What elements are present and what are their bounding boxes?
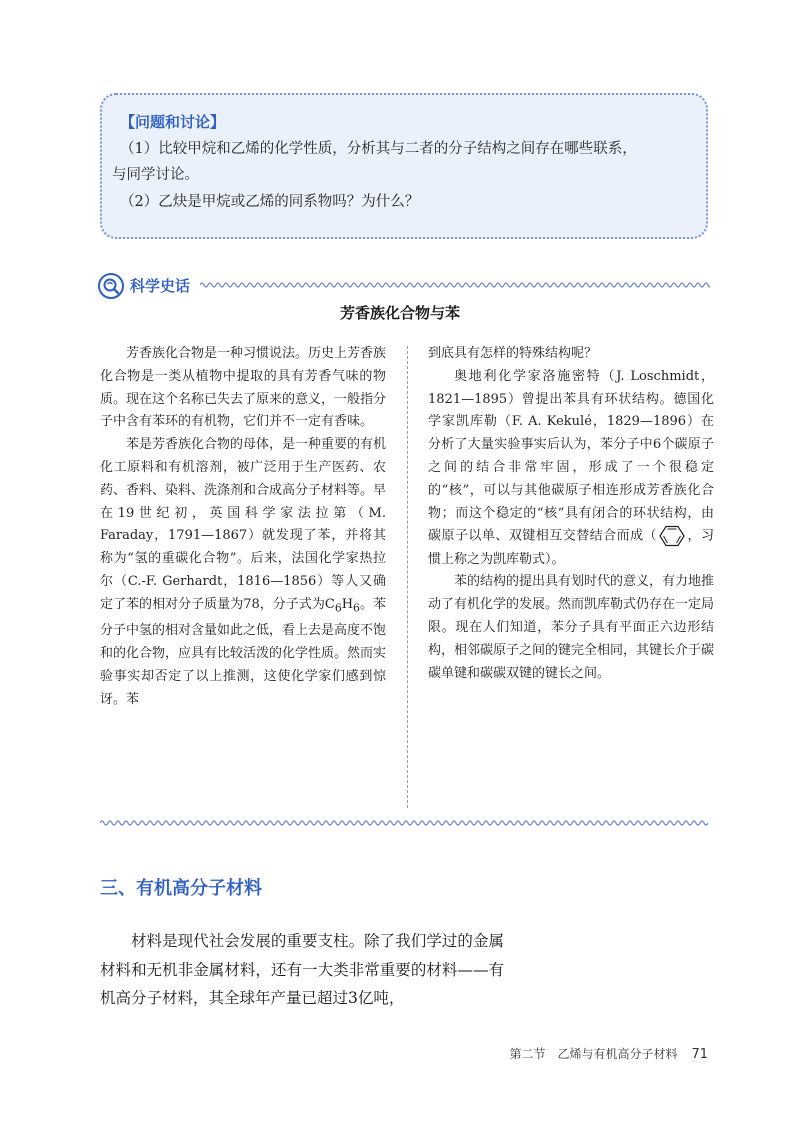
formula-subscript: 6 xyxy=(334,601,342,615)
paragraph-text: ，习惯上称之为凯库勒式）。 xyxy=(428,528,714,567)
section-banner-label: 科学史话 xyxy=(130,277,191,295)
discussion-box xyxy=(100,93,708,239)
formula-element: H xyxy=(341,596,354,612)
article-title: 芳香族化合物与苯 xyxy=(339,304,460,322)
discussion-title: 【问题和讨论】 xyxy=(120,113,226,131)
discussion-question-1-cont: 与同学讨论。 xyxy=(112,167,199,183)
paragraph-text: 。苯分子中氢的相对含量如此之低，看上去是高度不饱和的化合物，应具有比较活泼的化学性质。然而实验事实却否定了以上推测，这使化学家们感到惊讶。苯 xyxy=(100,596,387,707)
footer-chapter: 第二节 乙烯与有机高分子材料 xyxy=(509,1047,678,1061)
paragraph-text: 苯是芳香族化合物的母体，是一种重要的有机化工原料和有机溶剂，被广泛用于生产医药、农药、香料、染料、洗涤剂和合成高分子材料等。早在19世纪初，英国科学家法拉第（M. Faraday，1791—1867）就发现了苯，并将其称为“氢的重碳化合物”。后来，法国化学家热拉尔（C.-F. Gerhardt，1816—1856）等人又确定了苯的相对分子质量为78，分子式为C xyxy=(100,437,387,612)
section-heading: 三、有机高分子材料 xyxy=(100,878,262,899)
body-paragraph-container xyxy=(100,927,504,1013)
column-divider xyxy=(407,346,408,808)
benzene-kekule-structure-icon xyxy=(659,525,685,547)
article-right-column xyxy=(428,343,714,685)
page-number: 71 xyxy=(691,1047,708,1062)
paragraph-text: 奥地利化学家洛施密特（J. Loschmidt，1821—1895）曾提出苯具有环状结构。德国化学家凯库勒（F. A. Kekulé，1829—1896）在分析了大量实验事实后认为，苯分子中6个碳原子之间的结合非常牢固，形成了一个很稳定的“核”，可以与其他碳原子相连形成芳香族化合物；而这个稳定的“核”具有闭合的环状结构，由碳原子以单、双键相互交替结合而成（ xyxy=(428,368,714,544)
body-paragraph: 材料是现代社会发展的重要支柱。除了我们学过的金属材料和无机非金属材料，还有一大类非常重要的材料——有机高分子材料，其全球年产量已超过3亿吨， xyxy=(100,932,504,1007)
discussion-question-1: （1）比较甲烷和乙烯的化学性质，分析其与二者的分子结构之间存在哪些联系， xyxy=(120,141,637,157)
article-left-column xyxy=(100,343,386,711)
article-bottom-wave-divider xyxy=(100,818,710,828)
article-paragraph: 苯的结构的提出具有划时代的意义，有力地推动了有机化学的发展。然而凯库勒式仍存在一定局限。现在人们知道，苯分子具有平面正六边形结构，相邻碳原子之间的键完全相同，其键长介于碳碳单键和碳碳双键的键长之间。 xyxy=(428,574,715,681)
page-footer xyxy=(509,1045,708,1062)
discussion-question-2: （2）乙炔是甲烷或乙烯的同系物吗？为什么？ xyxy=(120,194,420,210)
article-paragraph: 到底具有怎样的特殊结构呢？ xyxy=(428,346,598,361)
science-history-icon xyxy=(98,273,124,299)
article-paragraph xyxy=(100,434,386,711)
article-paragraph: 芳香族化合物是一种习惯说法。历史上芳香族化合物是一类从植物中提取的具有芳香气味的物质。现在这个名称已失去了原来的意义，一般指分子中含有苯环的有机物，它们并不一定有香味。 xyxy=(100,346,387,430)
banner-wave-divider xyxy=(200,280,710,290)
formula-subscript: 6 xyxy=(353,601,360,615)
article-paragraph xyxy=(428,366,714,572)
